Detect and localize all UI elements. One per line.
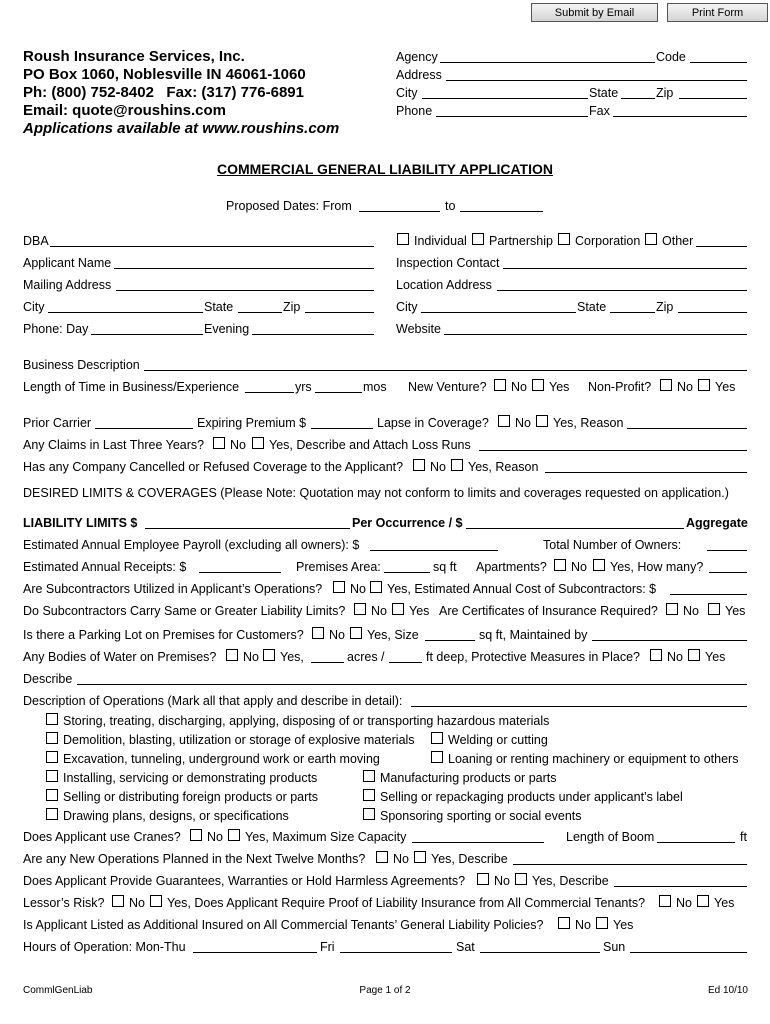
agency-city-label: City <box>396 86 418 100</box>
agency-state-field[interactable] <box>621 98 655 99</box>
aggregate-label: Aggregate <box>686 516 748 530</box>
non-profit-no-label: No <box>677 380 693 394</box>
mailing-address-field[interactable] <box>116 290 374 291</box>
agency-label: Agency <box>396 50 438 64</box>
lapse-no-checkbox[interactable] <box>498 415 510 427</box>
new-venture-no-checkbox[interactable] <box>494 379 506 391</box>
claims-describe-field[interactable] <box>479 450 747 451</box>
per-occurrence-label: Per Occurrence / $ <box>352 516 463 530</box>
date-to-label: to <box>445 199 456 213</box>
op-welding-checkbox[interactable] <box>431 732 443 744</box>
mailing-address-label: Mailing Address <box>23 278 112 292</box>
claims-yes-checkbox[interactable] <box>252 437 264 449</box>
op-sponsoring-label: Sponsoring sporting or social events <box>380 809 582 823</box>
location-city-field[interactable] <box>421 312 576 313</box>
hours-fri-label: Fri <box>320 940 335 954</box>
hours-sun-field[interactable] <box>630 952 747 953</box>
subcontractors-no-checkbox[interactable] <box>333 581 345 593</box>
code-label: Code <box>656 50 686 64</box>
payroll-field[interactable] <box>370 550 498 551</box>
cranes-label: Does Applicant use Cranes? <box>23 830 181 844</box>
water-yes-label: Yes, <box>280 650 304 664</box>
water-yes-checkbox[interactable] <box>263 649 275 661</box>
individual-checkbox[interactable] <box>397 233 409 245</box>
additional-insured-yes-label: Yes <box>613 918 634 932</box>
new-venture-yes-label: Yes <box>549 380 570 394</box>
boom-ft-label: ft <box>740 830 747 844</box>
op-hazardous-label: Storing, treating, discharging, applying, disposing of or transporting hazardous materials <box>63 714 550 728</box>
owners-field[interactable] <box>707 550 747 551</box>
location-state-label: State <box>577 300 607 314</box>
claims-no-label: No <box>230 438 246 452</box>
certs-yes-label: Yes <box>725 604 746 618</box>
subs-limits-yes-label: Yes <box>409 604 430 618</box>
water-depth-label: ft deep, Protective Measures in Place? <box>426 650 641 664</box>
op-repackaging-label: Selling or repackaging products under applicant’s label <box>380 790 683 804</box>
business-description-label: Business Description <box>23 358 140 372</box>
non-profit-yes-checkbox[interactable] <box>698 379 710 391</box>
cancelled-no-label: No <box>430 460 446 474</box>
aggregate-field[interactable] <box>466 528 684 529</box>
location-state-field[interactable] <box>610 312 655 313</box>
agency-phone-field[interactable] <box>436 116 588 117</box>
certs-yes-checkbox[interactable] <box>708 603 720 615</box>
op-installing-label: Installing, servicing or demonstrating products <box>63 771 318 785</box>
op-demolition-checkbox[interactable] <box>46 732 58 744</box>
parking-maintained-label: sq ft, Maintained by <box>479 628 588 642</box>
hours-sat-field[interactable] <box>480 952 600 953</box>
new-operations-label: Are any New Operations Planned in the Next Twelve Months? <box>23 852 366 866</box>
op-loaning-checkbox[interactable] <box>431 751 443 763</box>
cancelled-yes-checkbox[interactable] <box>451 459 463 471</box>
new-operations-yes-checkbox[interactable] <box>414 851 426 863</box>
edition: Ed 10/10 <box>707 985 748 996</box>
evening-field[interactable] <box>252 334 374 335</box>
apartments-no-label: No <box>571 560 587 574</box>
page-number: Page 1 of 2 <box>359 985 411 996</box>
water-measures-no-label: No <box>667 650 683 664</box>
cancelled-yes-label: Yes, Reason <box>468 460 539 474</box>
individual-label: Individual <box>414 234 467 248</box>
operations-field[interactable] <box>411 706 747 707</box>
proof-no-label: No <box>676 896 692 910</box>
claims-no-checkbox[interactable] <box>213 437 225 449</box>
prior-carrier-label: Prior Carrier <box>23 416 92 430</box>
new-venture-no-label: No <box>511 380 527 394</box>
date-from-field[interactable] <box>359 211 440 212</box>
parking-yes-checkbox[interactable] <box>350 627 362 639</box>
website-field[interactable] <box>444 334 747 335</box>
lapse-yes-label: Yes, Reason <box>553 416 624 430</box>
water-depth-field[interactable] <box>389 662 422 663</box>
lessors-risk-yes-label: Yes, Does Applicant Require Proof of Liability Insurance from All Commercial Tenants? <box>167 896 646 910</box>
op-excavation-checkbox[interactable] <box>46 751 58 763</box>
cranes-yes-checkbox[interactable] <box>228 829 240 841</box>
water-no-checkbox[interactable] <box>226 649 238 661</box>
describe-label: Describe <box>23 672 73 686</box>
subcontractors-cost-field[interactable] <box>670 594 747 595</box>
proof-yes-label: Yes <box>714 896 735 910</box>
apartments-yes-label: Yes, How many? <box>610 560 704 574</box>
date-to-field[interactable] <box>460 211 543 212</box>
op-excavation-label: Excavation, tunneling, underground work or earth moving <box>63 752 380 766</box>
receipts-label: Estimated Annual Receipts: $ <box>23 560 187 574</box>
op-drawing-plans-checkbox[interactable] <box>46 808 58 820</box>
op-hazardous-checkbox[interactable] <box>46 713 58 725</box>
lessors-risk-no-checkbox[interactable] <box>112 895 124 907</box>
certs-label: Are Certificates of Insurance Required? <box>439 604 658 618</box>
receipts-field[interactable] <box>199 572 281 573</box>
water-acres-field[interactable] <box>311 662 344 663</box>
other-label: Other <box>662 234 694 248</box>
op-selling-foreign-label: Selling or distributing foreign products or parts <box>63 790 318 804</box>
cancelled-no-checkbox[interactable] <box>413 459 425 471</box>
certs-no-checkbox[interactable] <box>666 603 678 615</box>
agency-address-label: Address <box>396 68 442 82</box>
company-apps: Applications available at www.roushins.com <box>23 120 340 137</box>
non-profit-no-checkbox[interactable] <box>660 379 672 391</box>
guarantees-no-checkbox[interactable] <box>477 873 489 885</box>
city-label: City <box>23 300 45 314</box>
parking-size-field[interactable] <box>425 640 475 641</box>
subs-limits-yes-checkbox[interactable] <box>392 603 404 615</box>
subcontractors-cost-label: Yes, Estimated Annual Cost of Subcontractors: $ <box>387 582 657 596</box>
company-email: Email: quote@roushins.com <box>23 102 226 119</box>
state-field[interactable] <box>238 312 282 313</box>
parking-label: Is there a Parking Lot on Premises for Customers? <box>23 628 304 642</box>
op-demolition-label: Demolition, blasting, utilization or storage of explosive materials <box>63 733 415 747</box>
hours-mon-thu-field[interactable] <box>193 952 317 953</box>
code-field[interactable] <box>690 62 747 63</box>
subcontractors-no-label: No <box>350 582 366 596</box>
length-in-business-label: Length of Time in Business/Experience <box>23 380 240 394</box>
parking-maintained-field[interactable] <box>592 640 747 641</box>
lessors-risk-no-label: No <box>129 896 145 910</box>
print-form-button[interactable]: Print Form <box>667 3 768 22</box>
certs-no-label: No <box>683 604 699 618</box>
agency-phone-label: Phone <box>396 104 433 118</box>
cranes-no-checkbox[interactable] <box>190 829 202 841</box>
guarantees-yes-checkbox[interactable] <box>515 873 527 885</box>
company-address: PO Box 1060, Noblesville IN 46061-1060 <box>23 66 306 83</box>
corporation-checkbox[interactable] <box>558 233 570 245</box>
location-address-label: Location Address <box>396 278 492 292</box>
water-no-label: No <box>243 650 259 664</box>
agency-fax-field[interactable] <box>613 116 747 117</box>
new-operations-describe-field[interactable] <box>513 864 747 865</box>
apartments-yes-checkbox[interactable] <box>593 559 605 571</box>
liability-limits-label: LIABILITY LIMITS $ <box>23 516 138 530</box>
phone-day-label: Phone: Day <box>23 322 89 336</box>
operations-label: Description of Operations (Mark all that apply and describe in detail): <box>23 694 403 708</box>
agency-zip-field[interactable] <box>679 98 747 99</box>
parking-size-label: Yes, Size <box>367 628 419 642</box>
guarantees-describe-field[interactable] <box>614 886 747 887</box>
location-city-label: City <box>396 300 418 314</box>
corporation-label: Corporation <box>575 234 641 248</box>
water-measures-no-checkbox[interactable] <box>650 649 662 661</box>
hours-label: Hours of Operation: Mon-Thu <box>23 940 186 954</box>
sqft-label: sq ft <box>433 560 457 574</box>
dba-label: DBA <box>23 234 49 248</box>
partnership-label: Partnership <box>489 234 553 248</box>
guarantees-yes-label: Yes, Describe <box>532 874 609 888</box>
applicant-name-label: Applicant Name <box>23 256 112 270</box>
cancelled-label: Has any Company Cancelled or Refused Coverage to the Applicant? <box>23 460 404 474</box>
describe-field[interactable] <box>77 684 747 685</box>
op-installing-checkbox[interactable] <box>46 770 58 782</box>
subs-limits-no-label: No <box>371 604 387 618</box>
hours-sat-label: Sat <box>456 940 475 954</box>
additional-insured-yes-checkbox[interactable] <box>596 917 608 929</box>
premises-area-field[interactable] <box>384 572 430 573</box>
payroll-label: Estimated Annual Employee Payroll (excluding all owners): $ <box>23 538 360 552</box>
claims-yes-label: Yes, Describe and Attach Loss Runs <box>269 438 471 452</box>
new-operations-no-checkbox[interactable] <box>376 851 388 863</box>
years-field[interactable] <box>245 392 294 393</box>
water-acres-label: acres / <box>347 650 385 664</box>
company-phones: Ph: (800) 752-8402 Fax: (317) 776-6891 <box>23 84 304 101</box>
city-field[interactable] <box>48 312 203 313</box>
lapse-yes-checkbox[interactable] <box>536 415 548 427</box>
cranes-capacity-label: Yes, Maximum Size Capacity <box>245 830 407 844</box>
apartments-count-field[interactable] <box>709 572 747 573</box>
evening-label: Evening <box>204 322 250 336</box>
non-profit-label: Non-Profit? <box>588 380 652 394</box>
op-selling-foreign-checkbox[interactable] <box>46 789 58 801</box>
location-zip-field[interactable] <box>678 312 747 313</box>
subcontractors-label: Are Subcontractors Utilized in Applicant’s Operations? <box>23 582 323 596</box>
op-manufacturing-label: Manufacturing products or parts <box>380 771 557 785</box>
mos-label: mos <box>363 380 387 394</box>
additional-insured-no-checkbox[interactable] <box>558 917 570 929</box>
partnership-checkbox[interactable] <box>472 233 484 245</box>
op-welding-label: Welding or cutting <box>448 733 548 747</box>
other-checkbox[interactable] <box>645 233 657 245</box>
form-code: CommlGenLiab <box>23 985 93 996</box>
proposed-dates-label: Proposed Dates: From <box>226 199 352 213</box>
expiring-premium-field[interactable] <box>311 428 373 429</box>
per-occurrence-field[interactable] <box>145 528 350 529</box>
agency-city-field[interactable] <box>422 98 588 99</box>
page-title: COMMERCIAL GENERAL LIABILITY APPLICATION <box>216 161 553 177</box>
subcontractors-yes-checkbox[interactable] <box>370 581 382 593</box>
agency-state-label: State <box>589 86 619 100</box>
apartments-no-checkbox[interactable] <box>554 559 566 571</box>
new-operations-no-label: No <box>393 852 409 866</box>
zip-field[interactable] <box>305 312 374 313</box>
location-address-field[interactable] <box>497 290 747 291</box>
business-description-field[interactable] <box>144 370 747 371</box>
water-measures-yes-checkbox[interactable] <box>688 649 700 661</box>
hours-fri-field[interactable] <box>340 952 452 953</box>
op-manufacturing-checkbox[interactable] <box>363 770 375 782</box>
lapse-no-label: No <box>515 416 531 430</box>
parking-no-label: No <box>329 628 345 642</box>
expiring-premium-label: Expiring Premium $ <box>197 416 307 430</box>
dba-field[interactable] <box>50 246 374 247</box>
website-label: Website <box>396 322 441 336</box>
new-operations-yes-label: Yes, Describe <box>431 852 508 866</box>
lapse-reason-field[interactable] <box>627 428 747 429</box>
zip-label: Zip <box>283 300 301 314</box>
inspection-contact-label: Inspection Contact <box>396 256 500 270</box>
cranes-capacity-field[interactable] <box>412 842 544 843</box>
op-loaning-label: Loaning or renting machinery or equipment to others <box>448 752 739 766</box>
subs-limits-no-checkbox[interactable] <box>354 603 366 615</box>
proof-no-checkbox[interactable] <box>659 895 671 907</box>
agency-field[interactable] <box>440 62 655 63</box>
company-name: Roush Insurance Services, Inc. <box>23 48 245 65</box>
applicant-name-field[interactable] <box>114 268 374 269</box>
cancelled-reason-field[interactable] <box>545 472 747 473</box>
owners-label: Total Number of Owners: <box>543 538 682 552</box>
location-zip-label: Zip <box>656 300 674 314</box>
lessors-risk-yes-checkbox[interactable] <box>150 895 162 907</box>
submit-by-email-button[interactable]: Submit by Email <box>531 3 658 22</box>
boom-length-label: Length of Boom <box>566 830 655 844</box>
claims-label: Any Claims in Last Three Years? <box>23 438 205 452</box>
other-field[interactable] <box>696 246 747 247</box>
inspection-contact-field[interactable] <box>503 268 747 269</box>
months-field[interactable] <box>315 392 362 393</box>
desired-limits-note: DESIRED LIMITS & COVERAGES (Please Note: Quotation may not conform to limits and coverages requested on application.) <box>23 486 729 500</box>
yrs-label: yrs <box>295 380 312 394</box>
water-measures-yes-label: Yes <box>705 650 726 664</box>
apartments-label: Apartments? <box>476 560 547 574</box>
guarantees-label: Does Applicant Provide Guarantees, Warranties or Hold Harmless Agreements? <box>23 874 466 888</box>
parking-no-checkbox[interactable] <box>312 627 324 639</box>
lessors-risk-label: Lessor’s Risk? <box>23 896 105 910</box>
water-label: Any Bodies of Water on Premises? <box>23 650 217 664</box>
state-label: State <box>204 300 234 314</box>
op-drawing-plans-label: Drawing plans, designs, or specifications <box>63 809 289 823</box>
prior-carrier-field[interactable] <box>95 428 193 429</box>
agency-address-field[interactable] <box>446 80 747 81</box>
additional-insured-label: Is Applicant Listed as Additional Insured on All Commercial Tenants’ General Liability Policies? <box>23 918 544 932</box>
premises-area-label: Premises Area: <box>296 560 381 574</box>
guarantees-no-label: No <box>494 874 510 888</box>
new-venture-label: New Venture? <box>408 380 487 394</box>
agency-zip-label: Zip <box>656 86 674 100</box>
cranes-no-label: No <box>207 830 223 844</box>
lapse-label: Lapse in Coverage? <box>377 416 489 430</box>
subs-limits-label: Do Subcontractors Carry Same or Greater Liability Limits? <box>23 604 346 618</box>
non-profit-yes-label: Yes <box>715 380 736 394</box>
op-sponsoring-checkbox[interactable] <box>363 808 375 820</box>
hours-sun-label: Sun <box>603 940 626 954</box>
op-repackaging-checkbox[interactable] <box>363 789 375 801</box>
additional-insured-no-label: No <box>575 918 591 932</box>
new-venture-yes-checkbox[interactable] <box>532 379 544 391</box>
boom-length-field[interactable] <box>657 842 735 843</box>
agency-fax-label: Fax <box>589 104 610 118</box>
proof-yes-checkbox[interactable] <box>697 895 709 907</box>
phone-day-field[interactable] <box>91 334 203 335</box>
